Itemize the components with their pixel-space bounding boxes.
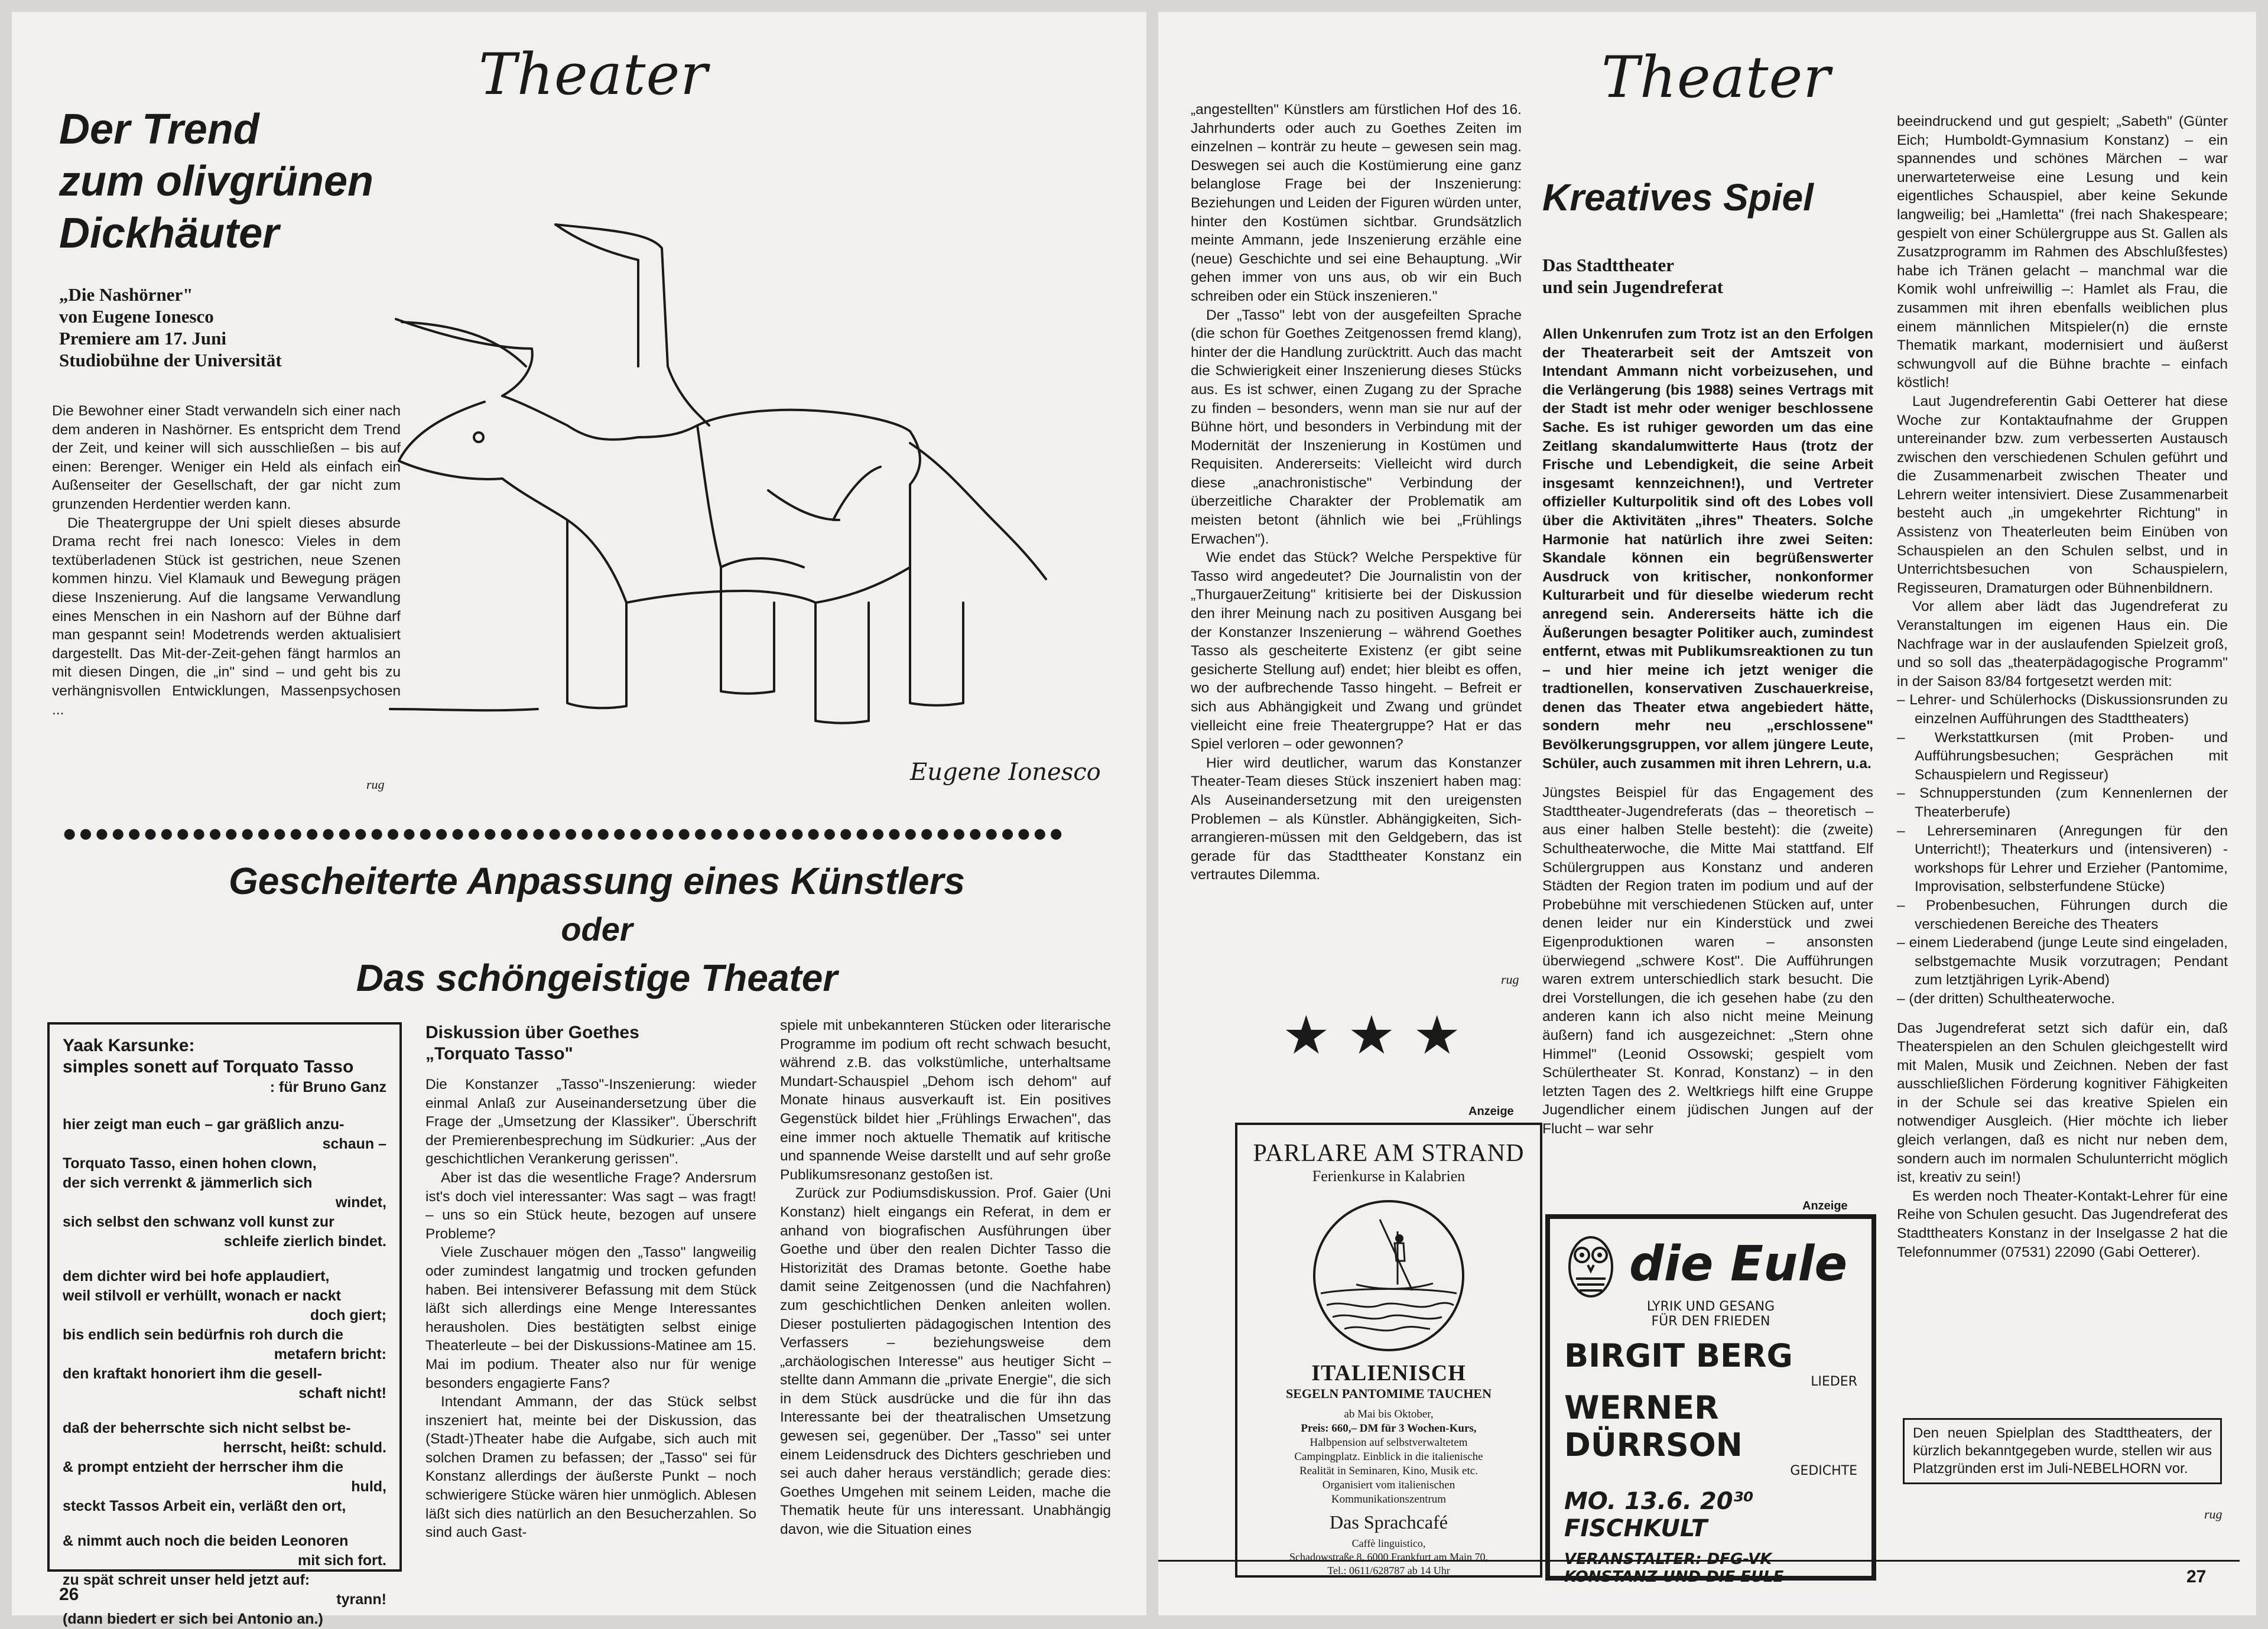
section-head-theater-left: Theater bbox=[479, 41, 709, 108]
article-nashorn-body bbox=[52, 402, 401, 780]
info-line: und sein Jugendreferat bbox=[1542, 277, 1724, 297]
poem-stanza bbox=[63, 1115, 386, 1251]
kreatives-spiel-col2 bbox=[1897, 112, 2228, 1383]
poem-line: den kraftakt honoriert ihm die gesell- bbox=[63, 1365, 322, 1382]
right-page bbox=[1158, 12, 2256, 1615]
poem-stanza bbox=[63, 1267, 386, 1403]
paragraph: beeindruckend und gut gespielt; „Sabeth" (Günter Eich; Humboldt-Gymnasium Konstanz) – ein spannendes und schönes Märchen – war unerwarteterweise eine Lesung und kein eigentliches Schauspiel, aber keine Sekunde langweilig; bei „Hamletta" (frei nach Shakespeare; gespielt von einer Schülergruppe aus St. Gallen als Zusatzprogramm im Rahmen des Abschlußfestes) habe ich Tränen gelacht – manchmal war die Komik wohl unfreiwillig –: Hamlet als Frau, die zusammen mit ihren ebenfalls weiblichen plus einem männlichen Mitspieler(n) die ernste Thematik markant, modernisiert und äußerst schwungvoll auf die Bühne brachte – einfach köstlich! bbox=[1897, 113, 2228, 391]
poem-line: windet, bbox=[335, 1194, 386, 1211]
poem-line: daß der beherrschte sich nicht selbst be- bbox=[63, 1420, 351, 1436]
head-line: „Torquato Tasso" bbox=[425, 1044, 573, 1064]
discussion-col1 bbox=[425, 1075, 756, 1584]
poem-line: tyrann! bbox=[336, 1591, 386, 1608]
info-line: Das Stadttheater bbox=[1542, 255, 1674, 275]
list-item: – Schnupperstunden (zum Kennenlernen der Theaterberufe) bbox=[1897, 785, 2228, 820]
poem-line: doch giert; bbox=[310, 1307, 386, 1324]
paragraph: „angestellten" Künstlers am fürstlichen Hof des 16. Jahrhunderts oder auch zu Goethes Zeiten im einzelnen – konträr zu heute – gewesen sein mag. Deswegen sei auch die Kostümierung eine ganz belanglose Frage bei der Inszenierung: Beziehungen und Leiden der Figuren würden unter, hinter den Kostümen sichtbar. Grundsätzlich meinte Ammann, jede Inszenierung erzähle eine (neue) Geschichte und sei eine Behauptung. „Wir gehen immer von uns aus, ob wir ein Buch schreiben oder ein Stück inszenieren." bbox=[1191, 102, 1522, 304]
article-headline-kreatives-spiel: Kreatives Spiel bbox=[1542, 176, 1814, 219]
paragraph: Das Jugendreferat setzt sich dafür ein, daß Theaterspielen an den Schulen gleichgestellt wird mit Malen, Musik und Zeichnen. Neben der fast ausschließlichen Förderung kognitiver Fähigkeiten in der Schule sei das kreative Spielen ein notwendiger Ausgleich. (Hier möchte ich lieber gleich verlangen, daß es nicht nur neben dem, sondern auch im normalen Schulunterricht möglich ist, kreativ zu sein!) bbox=[1897, 1020, 2228, 1186]
poem-line: Torquato Tasso, einen hohen clown, bbox=[63, 1155, 317, 1172]
poem-line: hier zeigt man euch – gar gräßlich anzu- bbox=[63, 1116, 345, 1133]
poem-line: (dann biedert er sich bei Antonio an.) bbox=[63, 1611, 323, 1627]
poem-line: huld, bbox=[351, 1478, 386, 1495]
poem-dedication: : für Bruno Ganz bbox=[269, 1079, 386, 1095]
paragraph: Der „Tasso" lebt von der ausgefeilten Sprache (die schon für Goethes Zeitgenossen fremd klang), hinter der die Handlung zurücktritt. Auch das macht die Schwierigkeit einer Inszenierung dieses Stücks aus. Es ist schwer, einen Zugang zu der Sprache zu finden – besonders, wenn man sie nur auf der Bühne hört, und besonders in Verbindung mit der Modernität der Inszenierung in Kostümen und Requisiten. Andererseits: Vielleicht wird durch diese „anachronistische" Verbindung der überzeitliche Charakter der Problematik am meisten betont (ähnlich wie bei „Frühlings Erwachen"). bbox=[1191, 307, 1522, 547]
info-line: Premiere am 17. Juni bbox=[59, 328, 226, 349]
eule-brand: die Eule bbox=[1629, 1235, 1848, 1292]
artist-1: BIRGIT BERG bbox=[1564, 1337, 1793, 1374]
paragraph: Allen Unkenrufen zum Trotz ist an den Erfolgen der Theaterarbeit seit der Amtszeit von Intendant Ammann nicht vorbeizusehen, und die Verlängerung (bis 1988) seines Vertrags mit der Stadt ist mehr oder weniger beschlossene Sache. Es ist ruhiger geworden um das eine Zeitlang skandalumwitterte Haus (trotz der Frische und Lebendigkeit, die seine Arbeit insgesamt kennzeichnen!), und Vertreter offizieller Kulturpolitik sind oft des Lobes voll über die Aktivitäten „ihres" Theaters. Solche Harmonie hat natürlich ihre zwei Seiten: Skandale können ein begrüßenswerter Ausdruck von kritischer, nonkonformer Kulturarbeit und für dieselbe wiederum recht anregend sein. Andererseits hätte ich die Äußerungen besagter Politiker auch, zumindest entfernt, etwas mit Publikumsreaktionen zu tun – und hier meine ich jetzt weniger die tradtionellen, konservativen Zuschauerkreise, denen das Theater etwa angebiedert hätte, sondern mehr neu „erschlossene" Bevölkerungsgruppen, vor allem jüngere Leute, Schüler, auch zusammen mit ihren Lehrern, u.a. bbox=[1542, 326, 1873, 772]
poem-line: schaft nicht! bbox=[298, 1385, 386, 1402]
headline-line: Der Trend bbox=[59, 106, 259, 153]
event-organizer: VERANSTALTER: DFG-VK KONSTANZ UND DIE EULE bbox=[1564, 1550, 1784, 1586]
paragraph: Vor allem aber lädt das Jugendreferat zu Veranstaltungen im eigenen Haus ein. Die Nachfrage war in der auslaufenden Spielzeit groß, und so soll das „theaterpädagogische Programm" in der Saison 83/84 fortgesetzt werden mit: bbox=[1897, 599, 2228, 690]
paragraph: Jüngstes Beispiel für das Engagement des Stadttheater-Jugendreferats (das – theoretisch – aus einer halben Stelle besteht): die (zweite) Schultheaterwoche, die Mitte Mai stattfand. Elf Schülergruppen aus Konstanz und anderen Städten der Region traten im podium und auf der Probebühne mit verschiedenen Stücken auf, unter denen leider nur ein Kinderstück und zwei Eigenproduktionen waren – ansonsten überwiegend „schwere Kost". Die Aufführungen waren extrem unterschiedlich stark besucht. Die drei Vorstellungen, die ich gesehen habe (zu den anderen kann ich also nicht meine Meinung äußern) fand ich ausgezeichnet: „Stern ohne Himmel" (Leonid Ossowski; gespielt vom Schülertheater St. Konrad, Konstanz) – in den letzten Tagen des 2. Weltkriegs hilft eine Gruppe Jugendlicher einem jüdischen Jungen auf der Flucht – war sehr bbox=[1542, 785, 1873, 1137]
info-line: „Die Nashörner" bbox=[59, 284, 193, 305]
artist-2-note: GEDICHTE bbox=[1790, 1464, 1857, 1478]
article-title-tasso bbox=[71, 857, 1123, 1002]
headline-line: Dickhäuter bbox=[59, 210, 280, 257]
discussion-col2 bbox=[780, 1016, 1111, 1584]
title-line: Gescheiterte Anpassung eines Künstlers bbox=[228, 860, 966, 902]
poem-line: mit sich fort. bbox=[297, 1552, 386, 1569]
poem-author: Yaak Karsunke: bbox=[63, 1036, 195, 1055]
tasso-continued-col bbox=[1191, 100, 1522, 981]
dotted-divider: ●●●●●●●●●●●●●●●●●●●●●●●●●●●●●●●●●●●●●●●●●●●●●●●●●●●●●●●●●●●●●● bbox=[62, 820, 1065, 847]
ad-headline: ITALIENISCH bbox=[1311, 1361, 1466, 1386]
drawing-signature: Eugene Ionesco bbox=[910, 759, 1101, 786]
paragraph: Wie endet das Stück? Welche Perspektive für Tasso wird angedeutet? Die Journalistin von der „ThurgauerZeitung" kritisierte bei der Diskussion den ihrer Meinung nach zu positiven Ausgang bei der Konstanzer Inszenierung – während Goethes Tasso als gescheiterte Existenz (er gibt seine gesicherte Stellung auf) endet; hier bleibt es offen, wo der aufbrechende Tasso hingeht. – Befreit er sich aus Abhängigkeit und Zwang und gründet vielleicht eine freie Theatergruppe? Hat er das Spiel verloren – oder gewonnen? bbox=[1191, 549, 1522, 753]
paragraph: Laut Jugendreferentin Gabi Oetterer hat diese Woche zur Kontaktaufnahme der Gruppen untereinander bzw. zum verbesserten Austausch zwischen den verschiedenen Schulen geführt und die Zusammenarbeit zwischen Theater und Lehrern weiter intensiviert. Diese Zusammenarbeit besteht auch „in umgekehrter Richtung" in Assistenz von Theaterleuten beim Einüben von Schauspielen an den Schulen selbst, und in Unterrichtsbesuchen von Schauspielern, Regisseuren, Dramaturgen oder Bühnenbildnern. bbox=[1897, 393, 2228, 596]
title-line: oder bbox=[561, 911, 633, 948]
author-signature: rug bbox=[366, 777, 385, 792]
poem-line: & nimmt auch noch die beiden Leonoren bbox=[63, 1533, 349, 1549]
paragraph: Viele Zuschauer mögen den „Tasso" langweilig oder zumindest langatmig und trocken gefunden haben. Bei intensiverer Befassung mit dem Stück läßt sich allerdings eine Menge Interessantes herausholen. Dies bestätigten selbst einige Theaterleute – bei der Diskussions-Matinee am 15. Mai im podium. Theater also nur für wenige besonders engagierte Fans? bbox=[425, 1244, 756, 1391]
poem-line: metafern bricht: bbox=[274, 1346, 386, 1363]
poem-line: bis endlich sein bedürfnis roh durch die bbox=[63, 1326, 344, 1343]
paragraph: Intendant Ammann, der das Stück selbst inszeniert hat, meinte bei der Diskussion, das (Stadt-)Theater habe die Aufgabe, sich auch mit solchen Dramen zu befassen; der „Tasso" sei für Konstanz allerdings der äußerste Punkt – noch schwierigere Stücke wären hier unmöglich. Ablesen läßt sich dies natürlich an den Besucherzahlen. So sind auch Gast- bbox=[425, 1394, 756, 1541]
list-item: – einem Liederabend (junge Leute sind eingeladen, selbstgemachte Musik vorzutragen; Pendant zum letztjährigen Lyrik-Abend) bbox=[1897, 935, 2228, 989]
paragraph: Die Konstanzer „Tasso"-Inszenierung: wieder einmal Anlaß zur Auseinandersetzung über die Frage der „Umsetzung der Klassiker". Überschrift der Premierenbesprechung im Südkurier: „Aus der geschichtlichen Verankerung gerissen". bbox=[425, 1077, 756, 1168]
notice-box: Den neuen Spielplan des Stadttheaters, der kürzlich bekanntgegeben wurde, stellen wir aus Platzgründen erst im Juli-NEBELHORN vor. bbox=[1903, 1418, 2222, 1484]
poem-line: schleife zierlich bindet. bbox=[223, 1233, 386, 1250]
paragraph: Es werden noch Theater-Kontakt-Lehrer für eine Reihe von Schulen gesucht. Das Jugendreferat des Stadttheaters Konstanz in der Inselgasse 2 hat die Telefonnummer (07531) 22090 (Gabi Oetterer). bbox=[1897, 1188, 2228, 1260]
poem-line: der sich verrenkt & jämmerlich sich bbox=[63, 1175, 313, 1191]
list-item: – Lehrer- und Schülerhocks (Diskussionsrunden zu einzelnen Aufführungen des Stadttheaters) bbox=[1897, 692, 2228, 727]
page-number-right: 27 bbox=[2186, 1567, 2207, 1586]
footer-rule bbox=[1158, 1560, 2240, 1562]
poem-line: schaun – bbox=[322, 1136, 386, 1152]
poem-line: steckt Tassos Arbeit ein, verläßt den ort, bbox=[63, 1498, 346, 1514]
poem-line: zu spät schreit unser held jetzt auf: bbox=[63, 1572, 310, 1588]
artist-2: WERNER DÜRRSON bbox=[1564, 1389, 1743, 1464]
ad-title: PARLARE AM STRAND bbox=[1253, 1140, 1525, 1167]
event-date: MO. 13.6. 20³⁰ FISCHKULT bbox=[1564, 1488, 1754, 1542]
poem-line: weil stilvoll er verhüllt, wonach er nackt bbox=[63, 1287, 341, 1304]
ad-sprachcafe bbox=[1235, 1123, 1542, 1578]
ad-subtitle: Ferienkurse in Kalabrien bbox=[1312, 1168, 1466, 1185]
list-item: – Werkstattkursen (mit Proben- und Aufführungsbesuchen; Gesprächen mit Schauspielern und Regisseur) bbox=[1897, 729, 2228, 783]
artist-1-note: LIEDER bbox=[1811, 1374, 1857, 1389]
head-line: Diskussion über Goethes bbox=[425, 1023, 639, 1042]
owl-icon bbox=[1564, 1228, 1617, 1299]
play-info bbox=[59, 284, 390, 371]
info-line: Studiobühne der Universität bbox=[59, 350, 282, 370]
poem-line: & prompt entzieht der herrscher ihm die bbox=[63, 1459, 344, 1475]
eule-tagline: LYRIK UND GESANG FÜR DEN FRIEDEN bbox=[1646, 1299, 1775, 1329]
paragraph: Aber ist das die wesentliche Frage? Andersrum ist's doch viel interessanter: Was sagt – was fragt! – uns so ein Stück heute, bezogen auf unsere Probleme? bbox=[425, 1169, 756, 1242]
title-line: Das schöngeistige Theater bbox=[356, 957, 838, 999]
boat-illustration bbox=[1309, 1196, 1468, 1355]
poem bbox=[63, 1035, 386, 1629]
ad-brand: Das Sprachcafé bbox=[1330, 1511, 1448, 1533]
poem-line: sich selbst den schwanz voll kunst zur bbox=[63, 1214, 334, 1230]
page-number-left: 26 bbox=[59, 1585, 79, 1604]
list-item: – Probenbesuchen, Führungen durch die verschiedenen Bereiche des Theaters bbox=[1897, 897, 2228, 932]
poem-title: simples sonett auf Torquato Tasso bbox=[63, 1057, 354, 1077]
ad-address: Caffè linguistico, Schadowstraße 8, 6000 Frankfurt am Main 70, Tel.: 0611/628787 ab 14 Uhr bbox=[1289, 1537, 1488, 1576]
ad-label: Anzeige bbox=[1468, 1105, 1514, 1118]
poem-line: herrscht, heißt: schuld. bbox=[223, 1439, 386, 1456]
paragraph: Die Bewohner einer Stadt verwandeln sich einer nach dem anderen in Nashörner. Es entspricht dem Trend der Zeit, und keiner will sich ausschließen – bis auf einen: Berenger. Weniger ein Held als einfach ein Außenseiter der Gesellschaft, der gar nicht zum grunzenden Herdentier werden kann. bbox=[52, 403, 401, 512]
star-divider: ★★★ bbox=[1282, 1007, 1479, 1065]
kreatives-spiel-col1 bbox=[1542, 325, 1873, 1211]
ad-body: ab Mai bis Oktober, Preis: 660,– DM für 3 Wochen-Kurs, Halbpension auf selbstverwaltetem Campingplatz. Einblick in die italienische Realität in Seminaren, Kino, Musik etc. Organisiert vom italienischen Kommunikationszentrum bbox=[1294, 1408, 1483, 1506]
ad-label: Anzeige bbox=[1802, 1199, 1848, 1212]
author-signature: rug bbox=[1501, 972, 1519, 987]
poem-stanza bbox=[63, 1532, 386, 1629]
discussion-head bbox=[425, 1022, 756, 1065]
article-subhead bbox=[1542, 254, 1873, 298]
ad-die-eule bbox=[1545, 1214, 1876, 1586]
program-list bbox=[1897, 691, 2228, 1008]
paragraph: spiele mit unbekannteren Stücken oder literarische Programme im podium oft recht schwach besucht, während z.B. das volkstümliche, unterhaltsame Mundart-Schauspiel „Dehom isch dehom" auf Monate hinaus ausverkauft ist. Ein positives Gegenstück bildet hier „Frühlings Erwachen", das eine immer noch aktuelle Thematik auf kritische und spannende Weise darstellt und auf sehr große Publikumsresonanz gestoßen ist. bbox=[780, 1017, 1111, 1183]
article-headline-nashorn bbox=[59, 103, 414, 259]
poem-stanza bbox=[63, 1419, 386, 1516]
info-line: von Eugene Ionesco bbox=[59, 306, 214, 327]
headline-line: zum olivgrünen bbox=[59, 158, 374, 205]
paragraph: Zurück zur Podiumsdiskussion. Prof. Gaier (Uni Konstanz) hielt eingangs ein Referat, in dem er anhand von biografischen Ausführungen über Goethe und über den realen Dichter Tasso die Historizität des Dramas betonte. Goethe habe damit seine Zeitgenossen (und die Nachfahren) zum geschichtlichen Denken anleiten wollen. Dieser postulierten pädagogischen Intention des Verfassers – beziehungsweise dem „archäologischen Interesse" aus heutiger Sicht – stellte dann Ammann die „private Energie", die sich in dem Stück ausdrücke und die für ihn das Interessante bei der theatralischen Umsetzung gewesen sei, gegenüber. Der „Tasso" sei unter einem Leidensdruck des Dichters geschrieben und sei auch daher heraus verständlich; gerade dies: Goethes Umgehen mit seinem Leiden, mache die Thematik heute für uns interessant. Unabhängig davon, wie die Situation eines bbox=[780, 1185, 1111, 1538]
poem-stanzas bbox=[63, 1115, 386, 1629]
left-page bbox=[12, 12, 1146, 1627]
rhinoceros-drawing bbox=[390, 189, 1152, 792]
list-item: – (der dritten) Schultheaterwoche. bbox=[1897, 990, 2116, 1007]
paragraph: Hier wird deutlicher, warum das Konstanzer Theater-Team dieses Stück inszeniert haben mag: Als Auseinandersetzung mit den ureigensten Problemen – als Künstler. Abhängigkeiten, Sich-arrangieren-müssen mit den Geldgebern, das ist gerade für das Stadttheater Konstanz ein vertrautes Dilemma. bbox=[1191, 755, 1522, 883]
ad-tagline: SEGELN PANTOMIME TAUCHEN bbox=[1286, 1386, 1492, 1401]
section-head-theater-right: Theater bbox=[1601, 44, 1831, 110]
author-signature: rug bbox=[2204, 1507, 2222, 1521]
poem-line: dem dichter wird bei hofe applaudiert, bbox=[63, 1268, 330, 1285]
eule-header bbox=[1564, 1228, 1857, 1299]
list-item: – Lehrerseminaren (Anregungen für den Unterricht!); Theaterkurs und (intensiveren) -workshops für Lehrer und Erzieher (Pantomime, Improvisation, selbsterfundene Stücke) bbox=[1897, 822, 2228, 895]
paragraph: Die Theatergruppe der Uni spielt dieses absurde Drama recht frei nach Ionesco: Vieles in dem textüberladenen Stück ist gestrichen, neue Szenen kommen hinzu. Viel Klamauk und Bewegung prägen diese Inszenierung. Auf die langsame Verwandlung eines Menschen in ein Nashorn auf der Bühne darf man gespannt sein! Modetrends werden aktualisiert dargestellt. Das Mit-der-Zeit-gehen fängt harmlos an mit diesen Dingen, die „in" sind – und geht bis zu verhängnisvollen Entwicklungen, Massenpsychosen ... bbox=[52, 515, 401, 718]
